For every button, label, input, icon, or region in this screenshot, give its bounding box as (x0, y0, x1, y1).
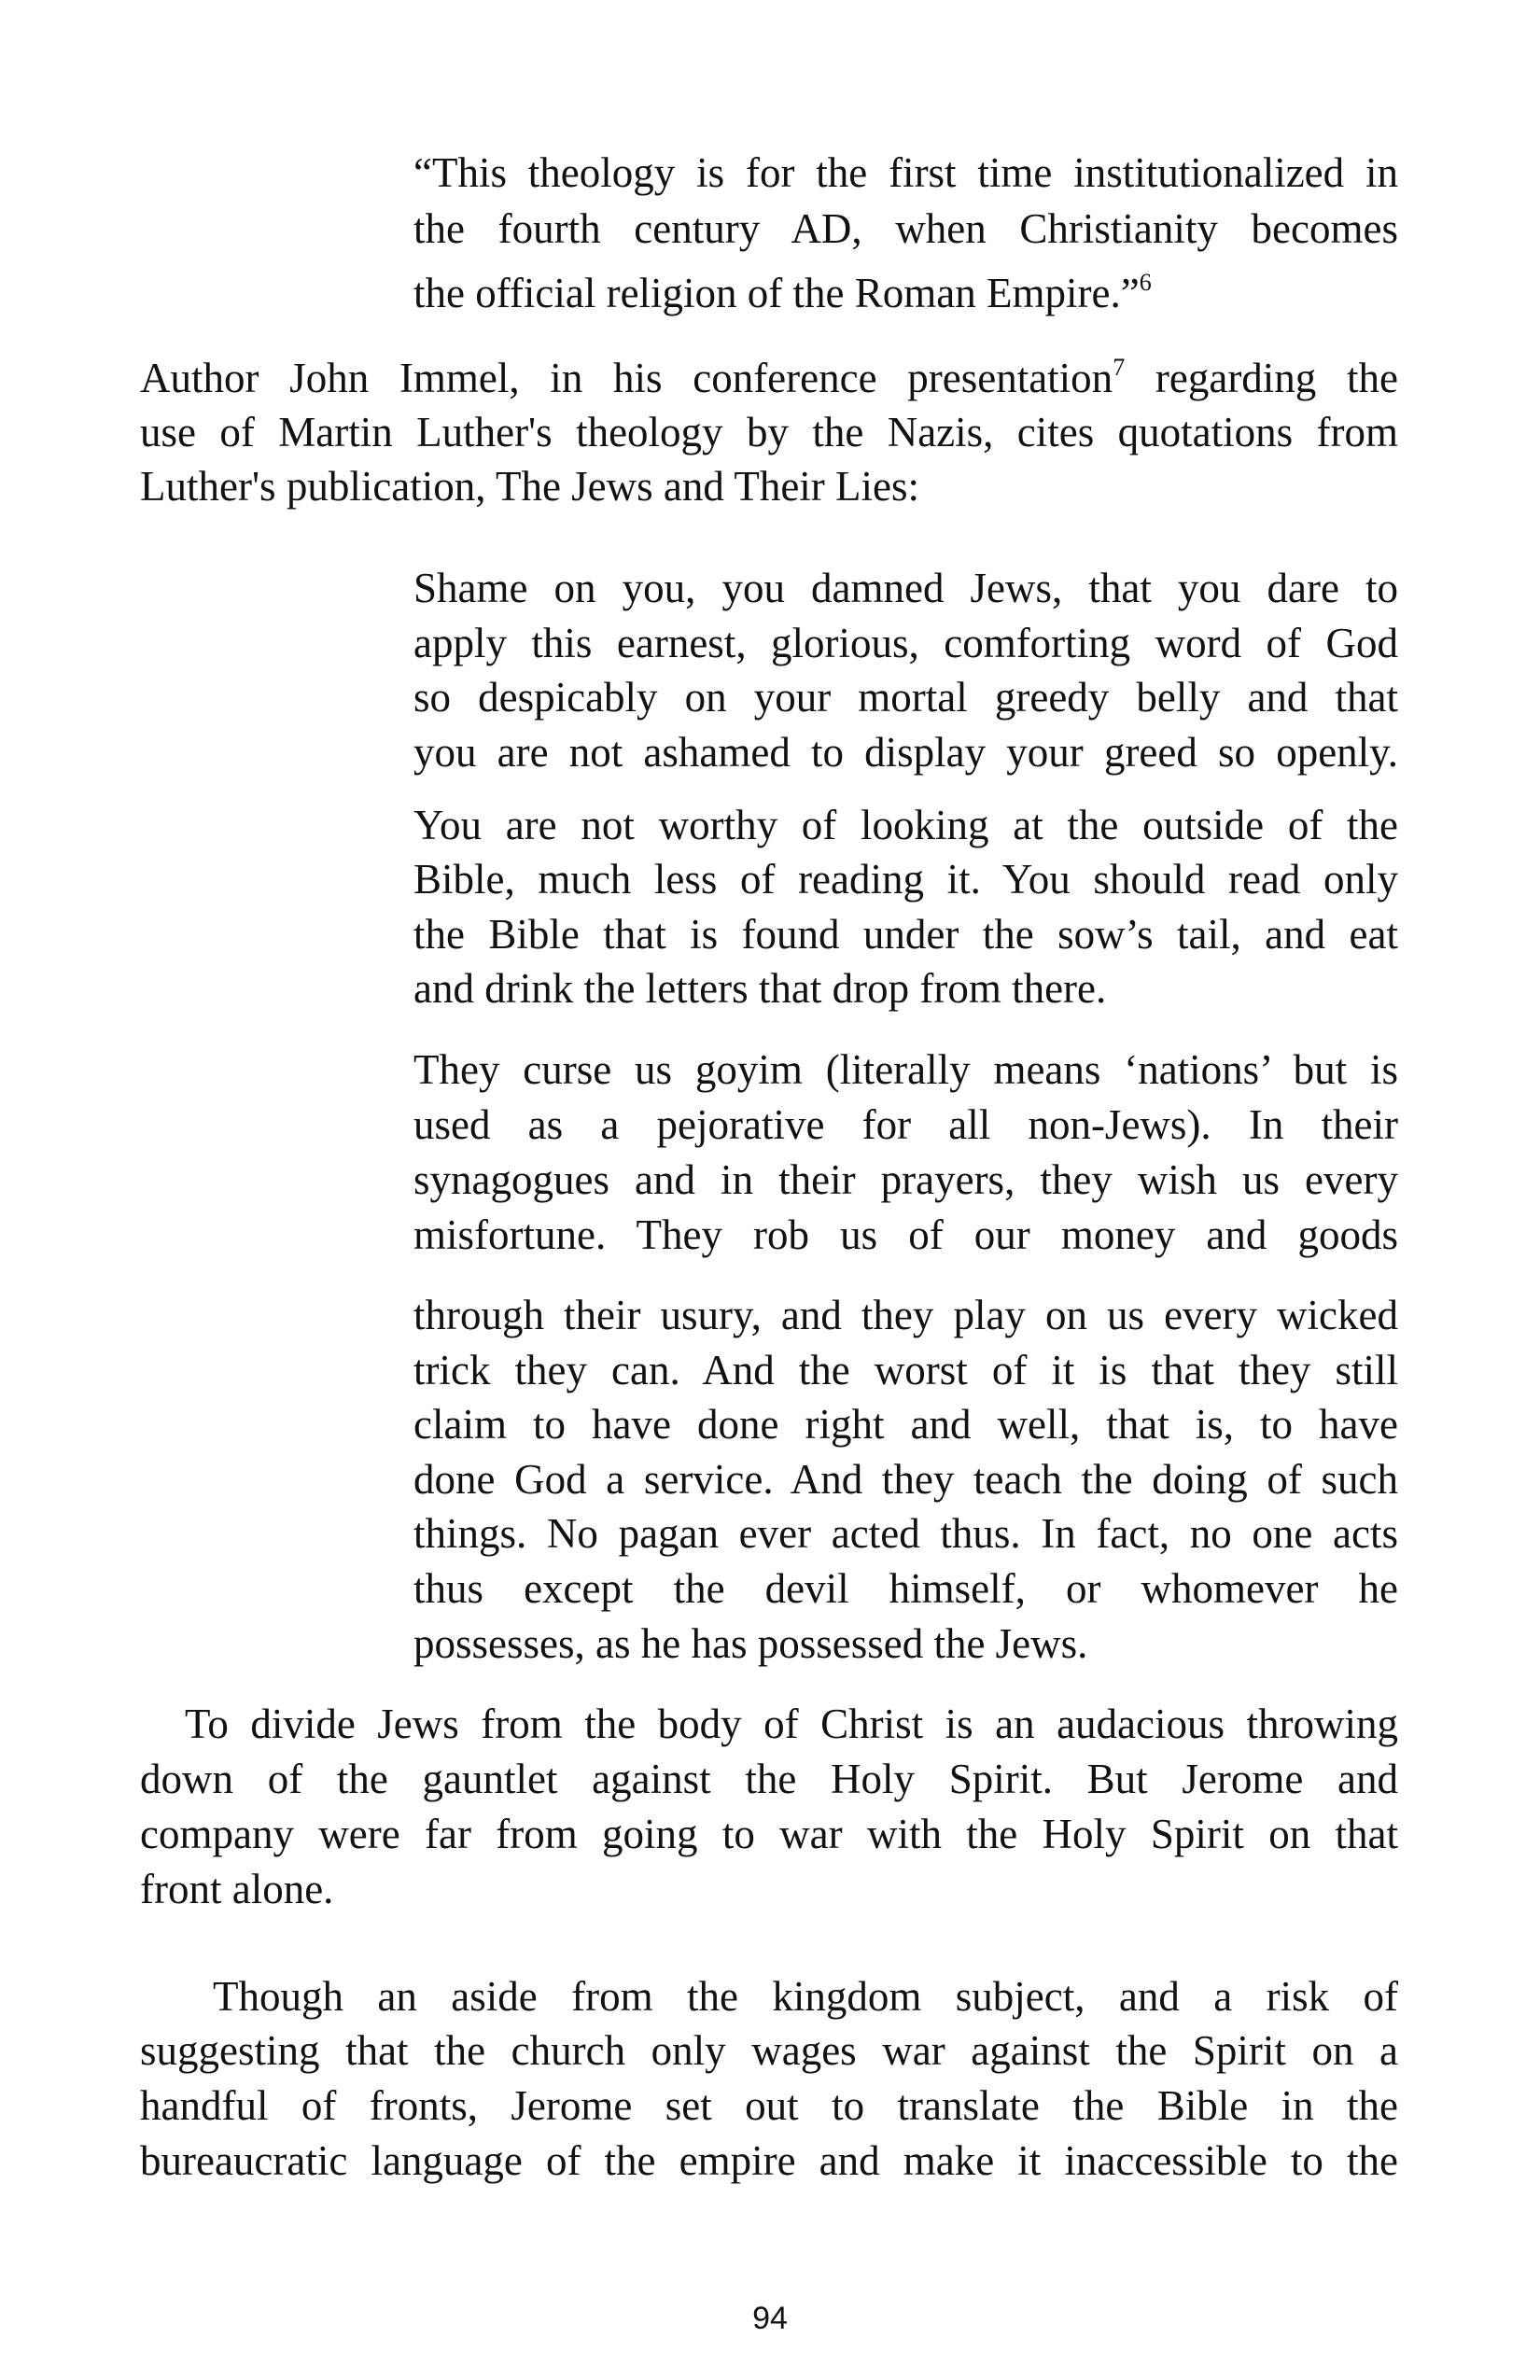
text-span: the official religion of the Roman Empire.” (413, 270, 1140, 316)
text-line: front alone. (140, 1866, 334, 1912)
text-span: regarding the (1125, 355, 1398, 401)
text-line: company were far from going to war with the Holy Spirit on that (140, 1811, 1398, 1857)
text-line: They curse us goyim (literally means ‘nations’ but is (413, 1046, 1398, 1093)
text-line: the fourth century AD, when Christianity becomes (413, 205, 1398, 252)
text-line: Though an aside from the kingdom subject, and a risk of (213, 1973, 1398, 2020)
text-line: misfortune. They rob us of our money and goods (413, 1211, 1398, 1258)
text-line: and drink the letters that drop from there. (413, 965, 1107, 1012)
text-span: Author John Immel, in his conference presentation (140, 355, 1113, 401)
text-line: bureaucratic language of the empire and make it inaccessible to the (140, 2137, 1398, 2184)
text-line: you are not ashamed to display your greed so openly. (413, 729, 1398, 776)
text-line: down of the gauntlet against the Holy Spirit. But Jerome and (140, 1756, 1398, 1802)
text-line: so despicably on your mortal greedy belly and that (413, 674, 1398, 721)
text-line: Shame on you, you damned Jews, that you dare to (413, 565, 1398, 611)
text-line: use of Martin Luther's theology by the Nazis, cites quotations from (140, 409, 1398, 455)
text-line: possesses, as he has possessed the Jews. (413, 1620, 1088, 1667)
footnote-ref: 6 (1139, 269, 1152, 296)
text-line: thus except the devil himself, or whomever he (413, 1565, 1398, 1612)
footnote-ref: 7 (1113, 354, 1126, 381)
text-line: apply this earnest, glorious, comforting word of God (413, 620, 1398, 666)
text-line (140, 351, 1398, 405)
text-line: “This theology is for the first time institutionalized in (413, 149, 1398, 196)
text-line: things. No pagan ever acted thus. In fact, no one acts (413, 1510, 1398, 1557)
text-line: claim to have done right and well, that is, to have (413, 1401, 1398, 1448)
text-line: the Bible that is found under the sow’s tail, and eat (413, 911, 1398, 958)
text-line: used as a pejorative for all non-Jews). In their (413, 1101, 1398, 1148)
text-line: trick they can. And the worst of it is that they still (413, 1347, 1398, 1393)
text-line: Luther's publication, The Jews and Their Lies: (140, 463, 920, 510)
text-line: To divide Jews from the body of Christ is an audacious throwing (185, 1701, 1398, 1747)
text-line: Bible, much less of reading it. You should read only (413, 856, 1398, 903)
text-line: suggesting that the church only wages war against the Spirit on a (140, 2027, 1398, 2074)
text-line: through their usury, and they play on us every wicked (413, 1292, 1398, 1338)
text-line: You are not worthy of looking at the outside of the (413, 802, 1398, 848)
page-number: 94 (752, 2301, 788, 2336)
text-line: done God a service. And they teach the doing of such (413, 1456, 1398, 1503)
text-line (413, 266, 1398, 320)
text-line: handful of fronts, Jerome set out to translate the Bible in the (140, 2082, 1398, 2129)
text-line: synagogues and in their prayers, they wish us every (413, 1156, 1398, 1203)
